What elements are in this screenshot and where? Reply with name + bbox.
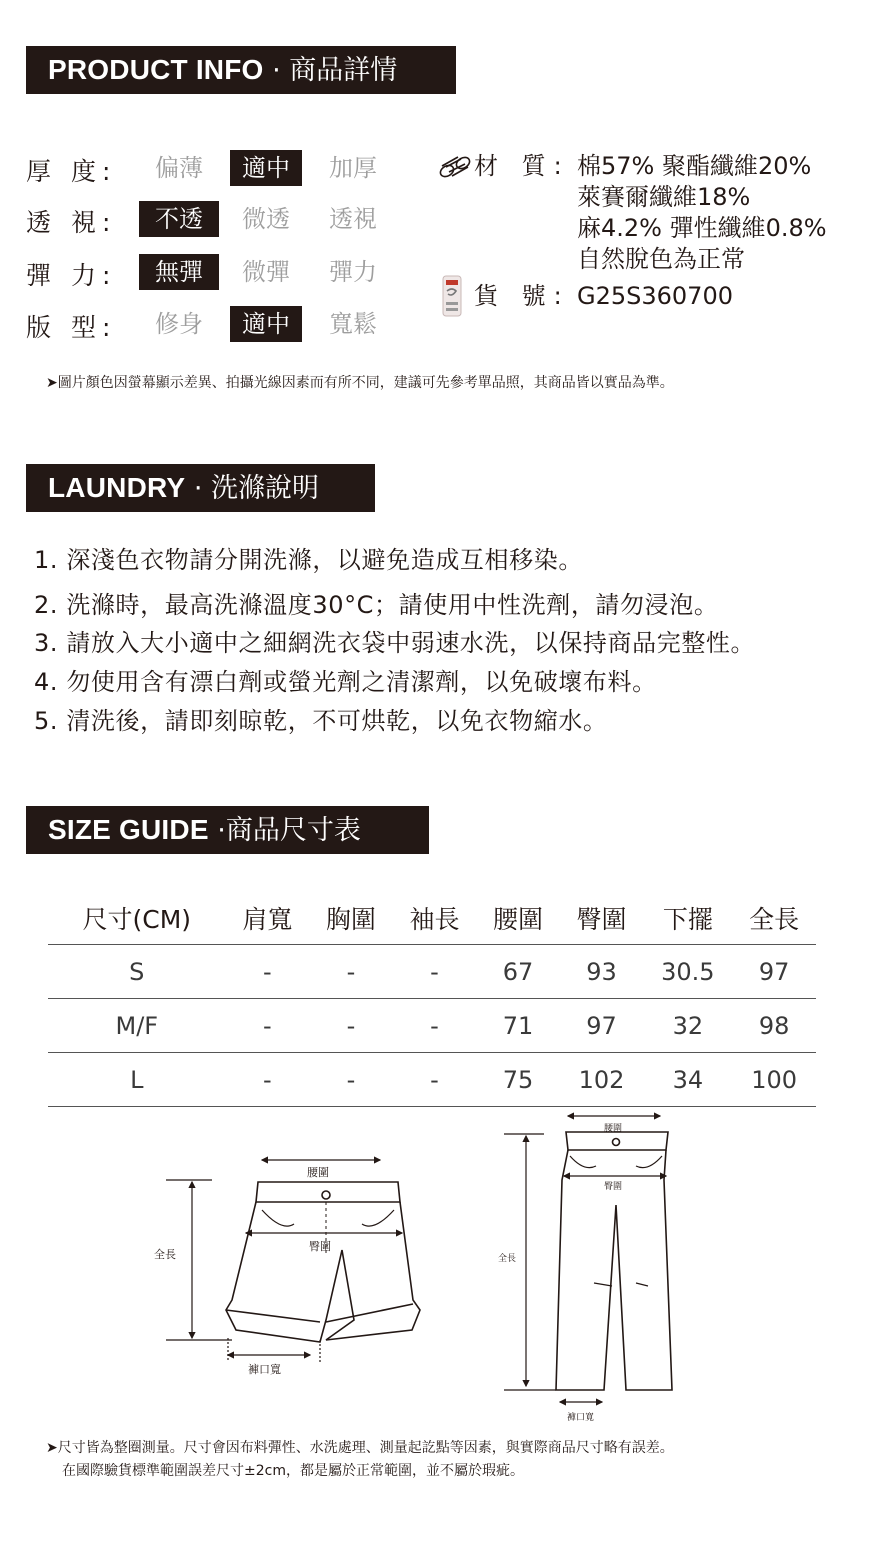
pants-hip-label: 臀圍 — [604, 1182, 623, 1192]
size-table — [48, 892, 816, 1107]
pants-waist-label: 腰圍 — [604, 1124, 623, 1134]
shorts-drawing — [226, 1182, 420, 1342]
size-value-cell: 98 — [732, 999, 816, 1053]
thread-spool-icon — [437, 153, 473, 181]
size-guide-header-cn: ·商品尺寸表 — [208, 815, 361, 846]
size-label-cell: M/F — [48, 999, 226, 1053]
size-value-cell: 75 — [476, 1053, 560, 1107]
laundry-item-3: 3. 請放入大小適中之細網洗衣袋中弱速水洗，以保持商品完整性。 — [34, 629, 756, 657]
size-value-cell: 97 — [560, 999, 644, 1053]
size-table-body — [48, 945, 816, 1107]
size-value-cell: - — [393, 945, 477, 999]
size-value-cell: 71 — [476, 999, 560, 1053]
product-info-header-cn: · 商品詳情 — [263, 55, 398, 86]
shorts-hem-label: 褲口寬 — [248, 1363, 281, 1376]
tag-icon — [440, 274, 464, 318]
size-column-header: 胸圍 — [309, 892, 393, 945]
size-value-cell: 30.5 — [643, 945, 732, 999]
laundry-header-cn: · 洗滌說明 — [185, 473, 319, 504]
material-line-2: 萊賽爾纖維18% — [577, 183, 751, 211]
shorts-length-label: 全長 — [154, 1248, 176, 1261]
size-value-cell: - — [309, 999, 393, 1053]
size-value-cell: 100 — [732, 1053, 816, 1107]
pants-hem-label: 褲口寬 — [567, 1413, 595, 1423]
attribute-option: 修身 — [155, 310, 203, 338]
material-line-4: 自然脫色為正常 — [577, 245, 745, 273]
attribute-option: 彈力 — [329, 258, 377, 286]
attribute-option: 透視 — [329, 205, 377, 233]
color-disclaimer: ➤圖片顏色因螢幕顯示差異、拍攝光線因素而有所不同，建議可先參考單品照，其商品皆以實品為準。 — [46, 375, 674, 391]
attribute-option-selected: 適中 — [230, 150, 302, 186]
material-line-3: 麻4.2% 彈性纖維0.8% — [577, 214, 827, 242]
size-note-2: 在國際驗貨標準範圍誤差尺寸±2cm，都是屬於正常範圍，並不屬於瑕疵。 — [62, 1463, 524, 1479]
size-value-cell: 67 — [476, 945, 560, 999]
table-row — [48, 945, 816, 999]
table-row — [48, 999, 816, 1053]
attribute-option-selected: 無彈 — [139, 254, 219, 290]
shorts-measure-lines — [166, 1160, 402, 1362]
size-value-cell: 93 — [560, 945, 644, 999]
size-column-header: 臀圍 — [560, 892, 644, 945]
attribute-label: 版 型: — [26, 313, 117, 342]
size-column-header: 尺寸(CM) — [48, 892, 226, 945]
size-value-cell: - — [226, 945, 310, 999]
shorts-waist-label: 腰圍 — [307, 1166, 329, 1179]
pants-measure-lines — [504, 1116, 666, 1402]
attribute-label: 透 視: — [26, 208, 117, 237]
attribute-option-selected: 適中 — [230, 306, 302, 342]
size-guide-header — [26, 806, 429, 854]
size-value-cell: 34 — [643, 1053, 732, 1107]
size-value-cell: 32 — [643, 999, 732, 1053]
laundry-item-2: 2. 洗滌時，最高洗滌溫度30°C；請使用中性洗劑，請勿浸泡。 — [34, 591, 719, 619]
attribute-label: 彈 力: — [26, 261, 117, 290]
pants-length-label: 全長 — [498, 1254, 517, 1264]
shorts-hip-label: 臀圍 — [309, 1240, 331, 1253]
size-value-cell: - — [393, 1053, 477, 1107]
size-value-cell: - — [226, 999, 310, 1053]
size-guide-header-en: SIZE GUIDE — [48, 814, 209, 845]
size-table-header-row — [48, 892, 816, 945]
product-info-header-en: PRODUCT INFO — [48, 54, 264, 85]
attribute-option-selected: 不透 — [139, 201, 219, 237]
size-value-cell: 97 — [732, 945, 816, 999]
size-value-cell: - — [309, 945, 393, 999]
laundry-header-en: LAUNDRY — [48, 472, 186, 503]
measurement-diagrams — [0, 1100, 875, 1430]
material-line-1: 棉57% 聚酯纖維20% — [577, 152, 812, 180]
size-column-header: 腰圍 — [476, 892, 560, 945]
size-value-cell: - — [393, 999, 477, 1053]
laundry-item-1: 1. 深淺色衣物請分開洗滌，以避免造成互相移染。 — [34, 546, 583, 574]
sku-value: G25S360700 — [577, 282, 733, 310]
size-note-1: ➤尺寸皆為整圈測量。尺寸會因布料彈性、水洗處理、測量起訖點等因素，與實際商品尺寸略有誤差。 — [46, 1440, 674, 1456]
laundry-item-4: 4. 勿使用含有漂白劑或螢光劑之清潔劑，以免破壞布料。 — [34, 668, 657, 696]
size-label-cell: S — [48, 945, 226, 999]
attribute-option: 加厚 — [329, 154, 377, 182]
attribute-option: 寬鬆 — [329, 310, 377, 338]
attribute-option: 微彈 — [242, 258, 290, 286]
product-info-header — [26, 46, 456, 94]
size-value-cell: - — [309, 1053, 393, 1107]
size-label-cell: L — [48, 1053, 226, 1107]
material-label: 材 質: — [474, 152, 570, 180]
laundry-header — [26, 464, 375, 512]
size-value-cell: - — [226, 1053, 310, 1107]
pants-drawing — [556, 1132, 672, 1390]
size-value-cell: 102 — [560, 1053, 644, 1107]
size-column-header: 肩寬 — [226, 892, 310, 945]
laundry-item-5: 5. 清洗後，請即刻晾乾，不可烘乾，以免衣物縮水。 — [34, 707, 608, 735]
sku-label: 貨 號: — [474, 282, 570, 310]
attribute-option: 偏薄 — [155, 154, 203, 182]
table-row — [48, 1053, 816, 1107]
attribute-label: 厚 度: — [26, 157, 117, 186]
size-column-header: 袖長 — [393, 892, 477, 945]
size-column-header: 全長 — [732, 892, 816, 945]
size-column-header: 下擺 — [643, 892, 732, 945]
attribute-option: 微透 — [242, 205, 290, 233]
